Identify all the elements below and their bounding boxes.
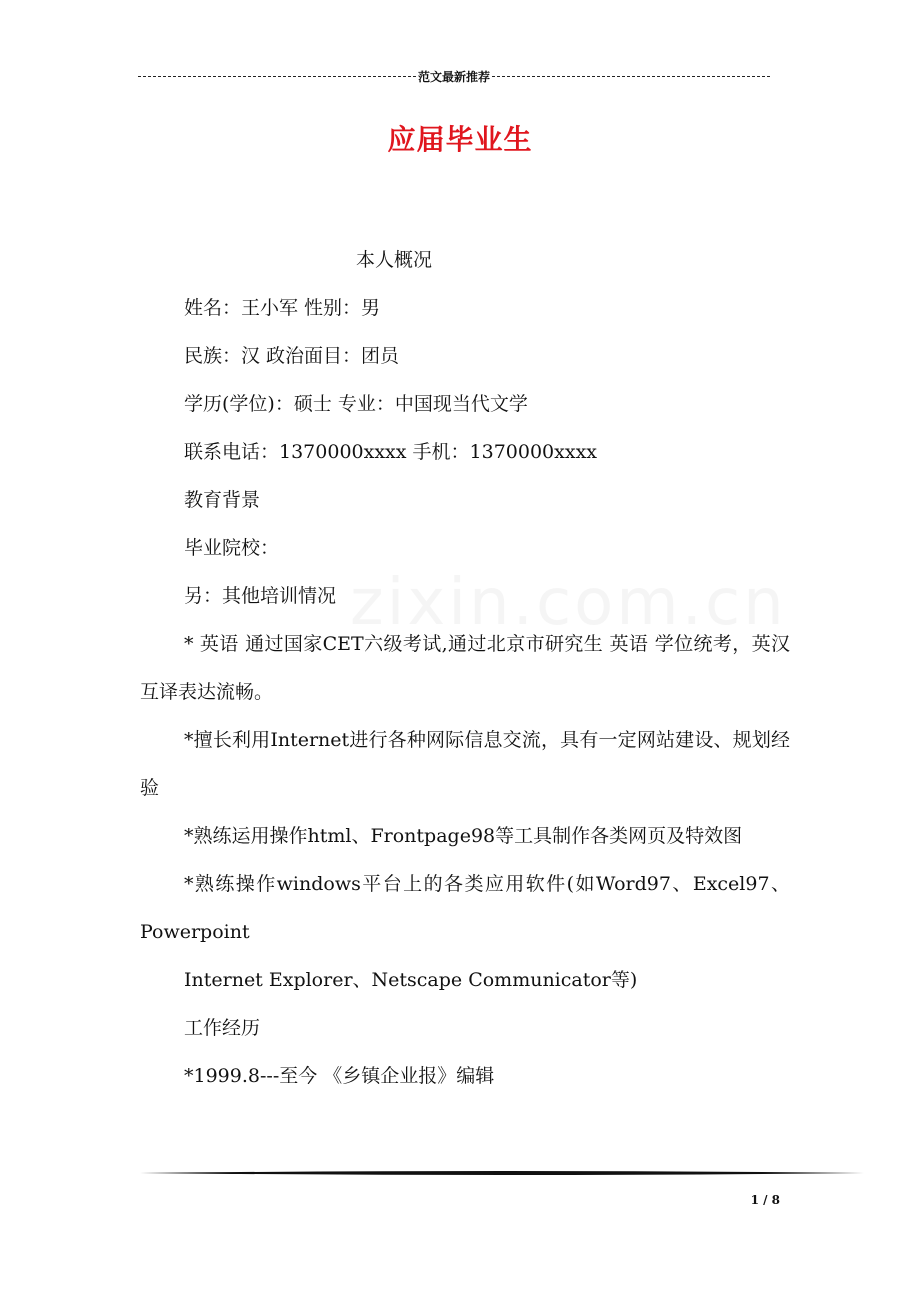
windows-apps-skill-paragraph: *熟练操作windows平台上的各类应用软件(如Word97、Excel97、Powerpoint <box>140 873 790 943</box>
page-header <box>138 66 770 86</box>
header-dash-right <box>492 76 770 77</box>
section-heading-profile: 本人概况 <box>356 249 433 271</box>
document-body <box>140 236 790 1100</box>
school-line: 毕业院校： <box>184 537 280 559</box>
section-heading-work: 工作经历 <box>184 1017 261 1039</box>
job-entry: *1999.8---至今 《乡镇企业报》编辑 <box>184 1065 495 1087</box>
other-training-line: 另：其他培训情况 <box>184 585 337 607</box>
contact-line: 联系电话：1370000xxxx 手机：1370000xxxx <box>184 441 597 463</box>
name-gender-line: 姓名：王小军 性别：男 <box>184 297 381 319</box>
section-heading-education: 教育背景 <box>184 489 261 511</box>
web-tools-skill-paragraph: *熟练运用操作html、Frontpage98等工具制作各类网页及特效图 <box>184 825 743 847</box>
header-dash-left <box>138 76 416 77</box>
footer-rule <box>140 1170 864 1176</box>
watermark: zixin.com.cn <box>350 566 787 640</box>
english-skill-paragraph: * 英语 通过国家CET六级考试,通过北京市研究生 英语 学位统考，英汉互译表达流畅。 <box>140 633 790 703</box>
ethnicity-politics-line: 民族：汉 政治面目：团员 <box>184 345 400 367</box>
page-number: 1 / 8 <box>750 1193 780 1207</box>
education-major-line: 学历(学位)：硕士 专业：中国现当代文学 <box>184 393 528 415</box>
document-title: 应届毕业生 <box>387 123 533 156</box>
header-text: 范文最新推荐 <box>418 69 491 84</box>
internet-skill-paragraph: *擅长利用Internet进行各种网际信息交流，具有一定网站建设、规划经验 <box>140 729 790 799</box>
browsers-line: Internet Explorer、Netscape Communicator等) <box>184 969 638 991</box>
